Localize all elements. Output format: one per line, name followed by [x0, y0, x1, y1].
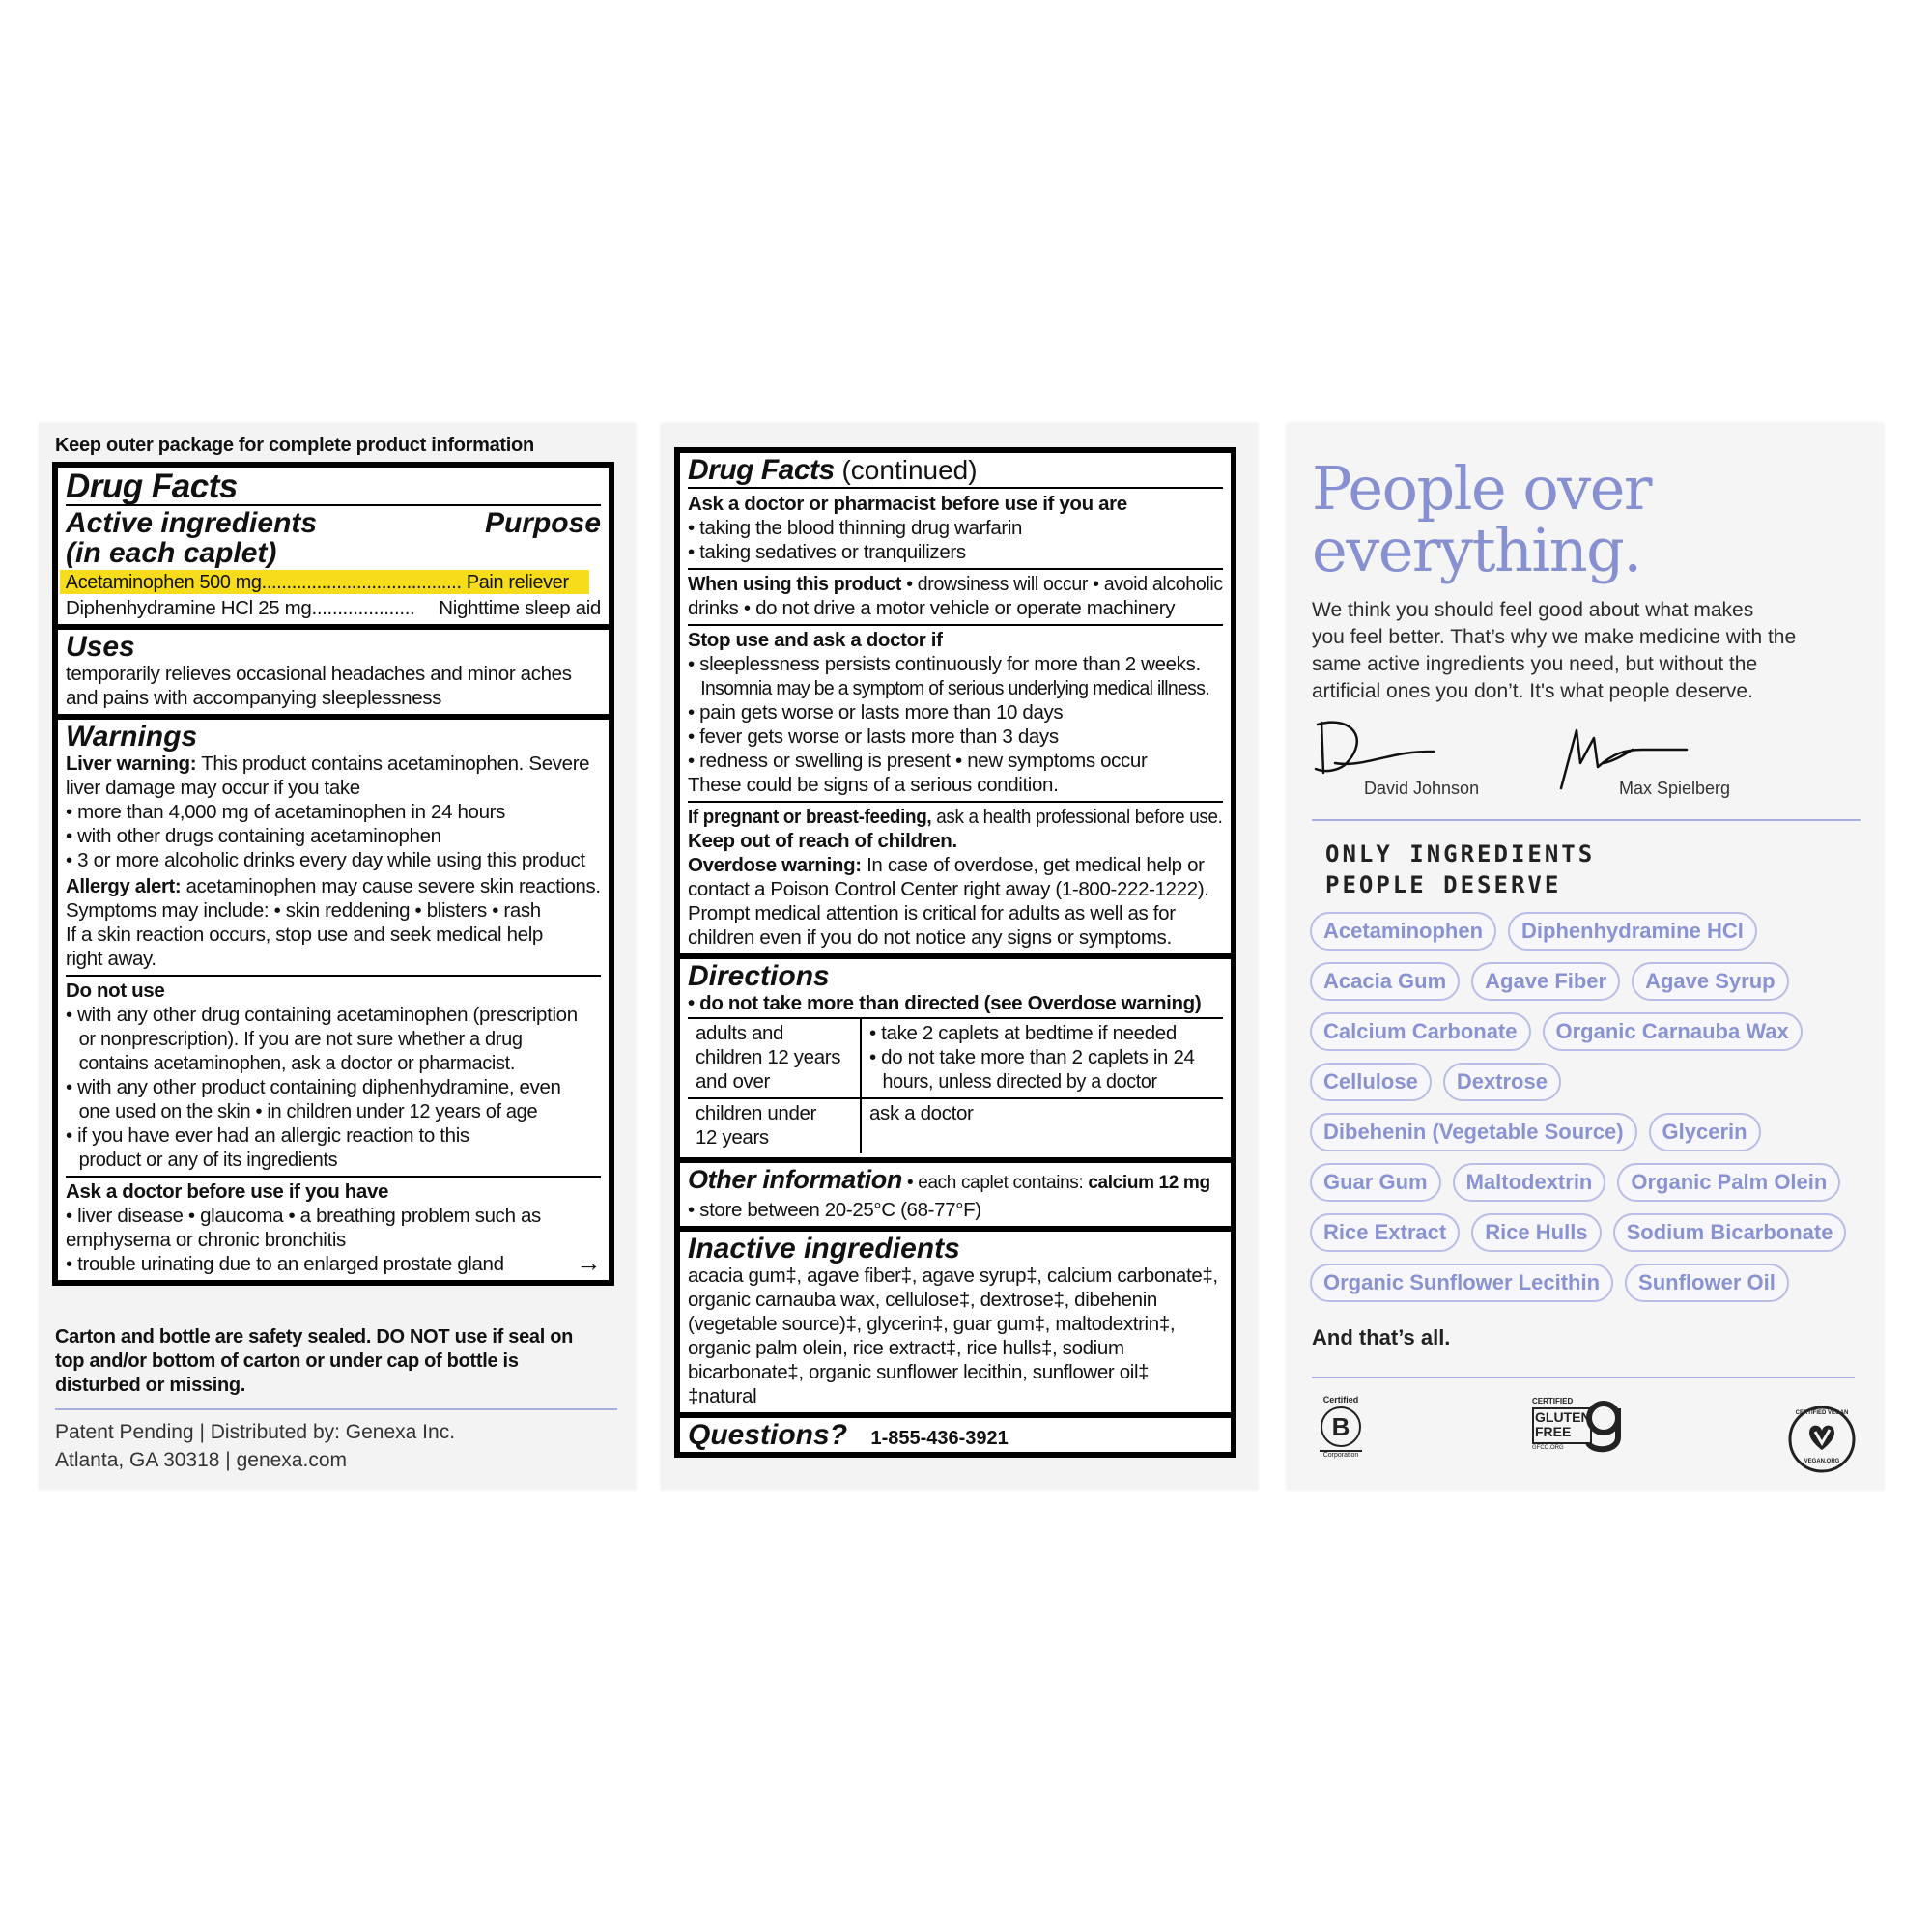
- gf-top-text: CERTIFIED: [1532, 1397, 1574, 1406]
- headline-dot: .: [1623, 515, 1641, 585]
- leader-dots: ....................: [311, 597, 415, 619]
- ingredient-pill: Rice Hulls: [1471, 1213, 1601, 1252]
- footer-line: Atlanta, GA 30318 | genexa.com: [55, 1449, 347, 1471]
- ingredient-pill: Acetaminophen: [1310, 912, 1496, 951]
- bcorp-letter: B: [1321, 1406, 1361, 1447]
- divider: [1312, 819, 1861, 821]
- dosage-instruction: ask a doctor: [869, 1102, 974, 1124]
- ingredient-pill: Diphenhydramine HCl: [1508, 912, 1757, 951]
- stop-use-line: • redness or swelling is present • new symptoms occur: [688, 750, 1148, 772]
- ingredient-pill: Agave Syrup: [1632, 962, 1789, 1001]
- do-not-use-line: • with any other product containing diphenhydramine, even: [66, 1076, 561, 1098]
- gf-text: FREE: [1535, 1424, 1572, 1439]
- seal-line: disturbed or missing.: [55, 1375, 246, 1396]
- ingredient-pill: Rice Extract: [1310, 1213, 1460, 1252]
- ingredient-pill: Sodium Bicarbonate: [1613, 1213, 1847, 1252]
- stop-use-line: Insomnia may be a symptom of serious underlying medical illness.: [700, 677, 1209, 699]
- allergy-text: acetaminophen may cause severe skin reactions.: [181, 875, 601, 897]
- arrow-right-icon: →: [576, 1248, 601, 1277]
- ingredients-heading: [1325, 838, 1595, 900]
- liver-bullet: • more than 4,000 mg of acetaminophen in 24 hours: [66, 801, 505, 823]
- uses-section: [58, 624, 609, 714]
- active-subheading: (in each caplet): [66, 537, 277, 569]
- inactive-section: [680, 1226, 1231, 1412]
- signer-name: Max Spielberg: [1619, 779, 1731, 798]
- inactive-line: organic carnauba wax, cellulose‡, dextrose‡, dibehenin: [688, 1289, 1157, 1311]
- allergy-line: If a skin reaction occurs, stop use and seek medical help: [66, 923, 543, 946]
- directions-section: [680, 953, 1231, 1157]
- safety-seal-note: [55, 1325, 573, 1398]
- liver-warning-label: Liver warning:: [66, 753, 197, 775]
- gf-site: GFCO.ORG: [1532, 1445, 1564, 1451]
- inactive-heading: Inactive ingredients: [688, 1233, 960, 1264]
- signature-david-johnson: [1312, 715, 1437, 782]
- leader-dots: ........................................: [261, 571, 462, 593]
- drug-facts-panel-middle: [661, 423, 1258, 1490]
- other-info-heading: Other information: [688, 1165, 903, 1194]
- ingredient-purpose: Nighttime sleep aid: [439, 597, 601, 619]
- directions-table: [688, 1017, 1223, 1153]
- ingredient-pills: [1310, 912, 1870, 1302]
- uses-line: temporarily relieves occasional headaches and minor aches: [66, 663, 572, 685]
- overdose-line: contact a Poison Control Center right away (1-800-222-1222).: [688, 878, 1209, 900]
- active-section: [58, 468, 609, 624]
- purpose-heading: Purpose: [484, 507, 601, 539]
- intro-line: artificial ones you don’t. It's what people deserve.: [1312, 680, 1753, 702]
- continued-label: (continued): [834, 455, 978, 485]
- do-not-use-line: product or any of its ingredients: [78, 1149, 338, 1171]
- dosage-instruction: • do not take more than 2 caplets in 24: [869, 1046, 1195, 1068]
- questions-heading: Questions?: [688, 1419, 848, 1451]
- do-not-use-line: • with any other drug containing acetaminophen (prescription: [66, 1004, 578, 1026]
- liver-bullet: • with other drugs containing acetaminophen: [66, 825, 441, 847]
- divider: [1312, 1377, 1855, 1378]
- ingredient-pill: Cellulose: [1310, 1063, 1432, 1101]
- phone-number: 1-855-436-3921: [870, 1428, 1009, 1449]
- do-not-use-line: one used on the skin • in children under 12 years of age: [78, 1100, 538, 1122]
- headline-line: everything: [1312, 515, 1624, 585]
- bcorp-bottom-text: Corporation: [1320, 1450, 1362, 1459]
- ingredient-row: [66, 596, 601, 620]
- active-heading: Active ingredients: [66, 507, 318, 539]
- inactive-line: organic palm olein, rice extract‡, rice hulls‡, sodium: [688, 1337, 1124, 1359]
- ingredient-pill: Sunflower Oil: [1625, 1264, 1789, 1302]
- stop-use-line: • sleeplessness persists continuously for more than 2 weeks.: [688, 653, 1201, 675]
- do-not-use-line: contains acetaminophen, ask a doctor or pharmacist.: [78, 1052, 516, 1074]
- gf-text: GLUTEN: [1535, 1409, 1591, 1425]
- stop-use-line: • pain gets worse or lasts more than 10 days: [688, 701, 1064, 724]
- pharmacist-section: [680, 453, 1231, 953]
- dosage-instruction: hours, unless directed by a doctor: [882, 1070, 1157, 1093]
- ask-doctor-heading: Ask a doctor before use if you have: [66, 1180, 389, 1203]
- pregnant-text: ask a health professional before use.: [931, 806, 1223, 828]
- ask-doctor-line: emphysema or chronic bronchitis: [66, 1229, 346, 1251]
- ingredient-pill: Agave Fiber: [1471, 962, 1620, 1001]
- uses-heading: Uses: [66, 631, 135, 663]
- ingredient-name: Acetaminophen 500 mg: [65, 571, 262, 593]
- divider: [55, 1408, 617, 1410]
- other-info-line: • store between 20-25°C (68-77°F): [688, 1199, 981, 1221]
- ingredient-pill: Glycerin: [1649, 1113, 1761, 1151]
- gluten-free-icon: [1532, 1397, 1638, 1457]
- ingredient-pill: Dibehenin (Vegetable Source): [1310, 1113, 1637, 1151]
- headline-line: People over: [1312, 453, 1652, 524]
- intro-line: you feel better. That’s why we make medicine with the: [1312, 626, 1797, 648]
- calcium-amount: calcium 12 mg: [1088, 1173, 1210, 1193]
- brand-intro: [1312, 597, 1872, 705]
- footer-line: Patent Pending | Distributed by: Genexa Inc.: [55, 1421, 456, 1443]
- other-info-section: [680, 1157, 1231, 1226]
- do-not-use-line: or nonprescription). If you are not sure whether a drug: [78, 1028, 523, 1050]
- vegan-certified-icon: [1787, 1405, 1857, 1474]
- inactive-line: ‡natural: [688, 1385, 757, 1407]
- top-note: Keep outer package for complete product information: [55, 435, 534, 456]
- intro-line: same active ingredients you need, but without the: [1312, 653, 1758, 675]
- do-not-use-heading: Do not use: [66, 980, 165, 1002]
- directions-note: • do not take more than directed (see Overdose warning): [688, 992, 1202, 1014]
- bcorp-top-text: Certified: [1322, 1395, 1359, 1405]
- drug-facts-continued-box: [674, 447, 1236, 1458]
- pregnant-label: If pregnant or breast-feeding,: [688, 806, 932, 828]
- liver-warning-text: This product contains acetaminophen. Severe: [196, 753, 590, 775]
- when-using-label: When using this product: [688, 573, 902, 595]
- ingredient-row: [60, 570, 589, 594]
- ingredient-pill: Acacia Gum: [1310, 962, 1460, 1001]
- overdose-line: children even if you do not notice any signs or symptoms.: [688, 926, 1172, 949]
- seal-line: Carton and bottle are safety sealed. DO NOT use if seal on: [55, 1326, 574, 1348]
- dosage-group: and over: [696, 1070, 770, 1093]
- dosage-group: adults and: [696, 1022, 784, 1044]
- ingredient-name: Diphenhydramine HCl 25 mg: [66, 597, 312, 619]
- ingredient-pill: Dextrose: [1443, 1063, 1561, 1101]
- pharmacist-line: • taking sedatives or tranquilizers: [688, 541, 966, 563]
- allergy-label: Allergy alert:: [66, 875, 182, 897]
- questions-section: [680, 1412, 1231, 1452]
- drug-facts-title: Drug Facts: [66, 469, 601, 506]
- other-info-text: • each caplet contains:: [902, 1173, 1089, 1193]
- stop-use-line: • fever gets worse or lasts more than 3 days: [688, 725, 1059, 748]
- allergy-line: right away.: [66, 948, 156, 970]
- dosage-group: 12 years: [696, 1126, 769, 1149]
- signer-name: David Johnson: [1364, 779, 1480, 798]
- gf-g-mark: [1584, 1397, 1623, 1455]
- ingredients-heading-line: ONLY INGREDIENTS: [1325, 840, 1596, 867]
- ingredient-pill: Calcium Carbonate: [1310, 1012, 1531, 1051]
- pharmacist-heading: Ask a doctor or pharmacist before use if you are: [688, 493, 1127, 515]
- ingredients-heading-line: PEOPLE DESERVE: [1325, 871, 1562, 898]
- overdose-text: In case of overdose, get medical help or: [861, 854, 1205, 876]
- inactive-line: acacia gum‡, agave fiber‡, agave syrup‡, calcium carbonate‡,: [688, 1264, 1218, 1287]
- vegan-top-text: CERTIFIED VEGAN: [1795, 1410, 1849, 1416]
- warnings-section: [58, 714, 609, 1280]
- drug-facts-title: Drug Facts: [688, 454, 835, 486]
- inactive-line: (vegetable source)‡, glycerin‡, guar gum‡, maltodextrin‡,: [688, 1313, 1176, 1335]
- liver-bullet: • 3 or more alcoholic drinks every day while using this product: [66, 849, 585, 871]
- overdose-line: Prompt medical attention is critical for adults as well as for: [688, 902, 1176, 924]
- when-using-text: drinks • do not drive a motor vehicle or operate machinery: [688, 597, 1176, 619]
- when-using-text: • drowsiness will occur • avoid alcoholic: [901, 573, 1223, 595]
- dosage-instruction: • take 2 caplets at bedtime if needed: [869, 1022, 1177, 1044]
- dosage-group: children under: [696, 1102, 817, 1124]
- ingredient-pill: Organic Palm Olein: [1617, 1163, 1840, 1202]
- warnings-heading: Warnings: [66, 721, 198, 753]
- ask-doctor-line: • trouble urinating due to an enlarged prostate gland: [66, 1253, 504, 1275]
- vegan-bottom-text: VEGAN.ORG: [1804, 1459, 1840, 1464]
- directions-heading: Directions: [688, 960, 830, 992]
- brand-headline: [1312, 453, 1652, 585]
- ingredient-pill: Organic Carnauba Wax: [1543, 1012, 1803, 1051]
- intro-line: We think you should feel good about what makes: [1312, 599, 1754, 621]
- pharmacist-line: • taking the blood thinning drug warfarin: [688, 517, 1023, 539]
- ingredient-pill: Guar Gum: [1310, 1163, 1441, 1202]
- keep-out-of-reach: Keep out of reach of children.: [688, 830, 957, 852]
- ingredient-pill: Maltodextrin: [1453, 1163, 1606, 1202]
- closing-line: And that’s all.: [1312, 1325, 1451, 1350]
- ingredient-purpose: Pain reliever: [466, 571, 569, 593]
- drug-facts-box: [52, 462, 614, 1286]
- do-not-use-line: • if you have ever had an allergic reaction to this: [66, 1124, 469, 1147]
- uses-line: and pains with accompanying sleeplessness: [66, 687, 442, 709]
- distributor-footer: [55, 1418, 455, 1474]
- brand-panel: [1287, 423, 1884, 1490]
- allergy-line: Symptoms may include: • skin reddening • blisters • rash: [66, 899, 541, 922]
- dosage-group: children 12 years: [696, 1046, 841, 1068]
- seal-line: top and/or bottom of carton or under cap of bottle is: [55, 1350, 519, 1372]
- stop-use-heading: Stop use and ask a doctor if: [688, 629, 943, 651]
- ask-doctor-line: • liver disease • glaucoma • a breathing problem such as: [66, 1205, 541, 1227]
- b-corp-icon: [1314, 1395, 1368, 1459]
- inactive-line: bicarbonate‡, organic sunflower lecithin, sunflower oil‡: [688, 1361, 1150, 1383]
- ingredient-pill: Organic Sunflower Lecithin: [1310, 1264, 1613, 1302]
- overdose-label: Overdose warning:: [688, 854, 862, 876]
- drug-facts-panel-left: [39, 423, 636, 1490]
- liver-warning-text: liver damage may occur if you take: [66, 777, 360, 799]
- stop-use-line: These could be signs of a serious condition.: [688, 774, 1059, 796]
